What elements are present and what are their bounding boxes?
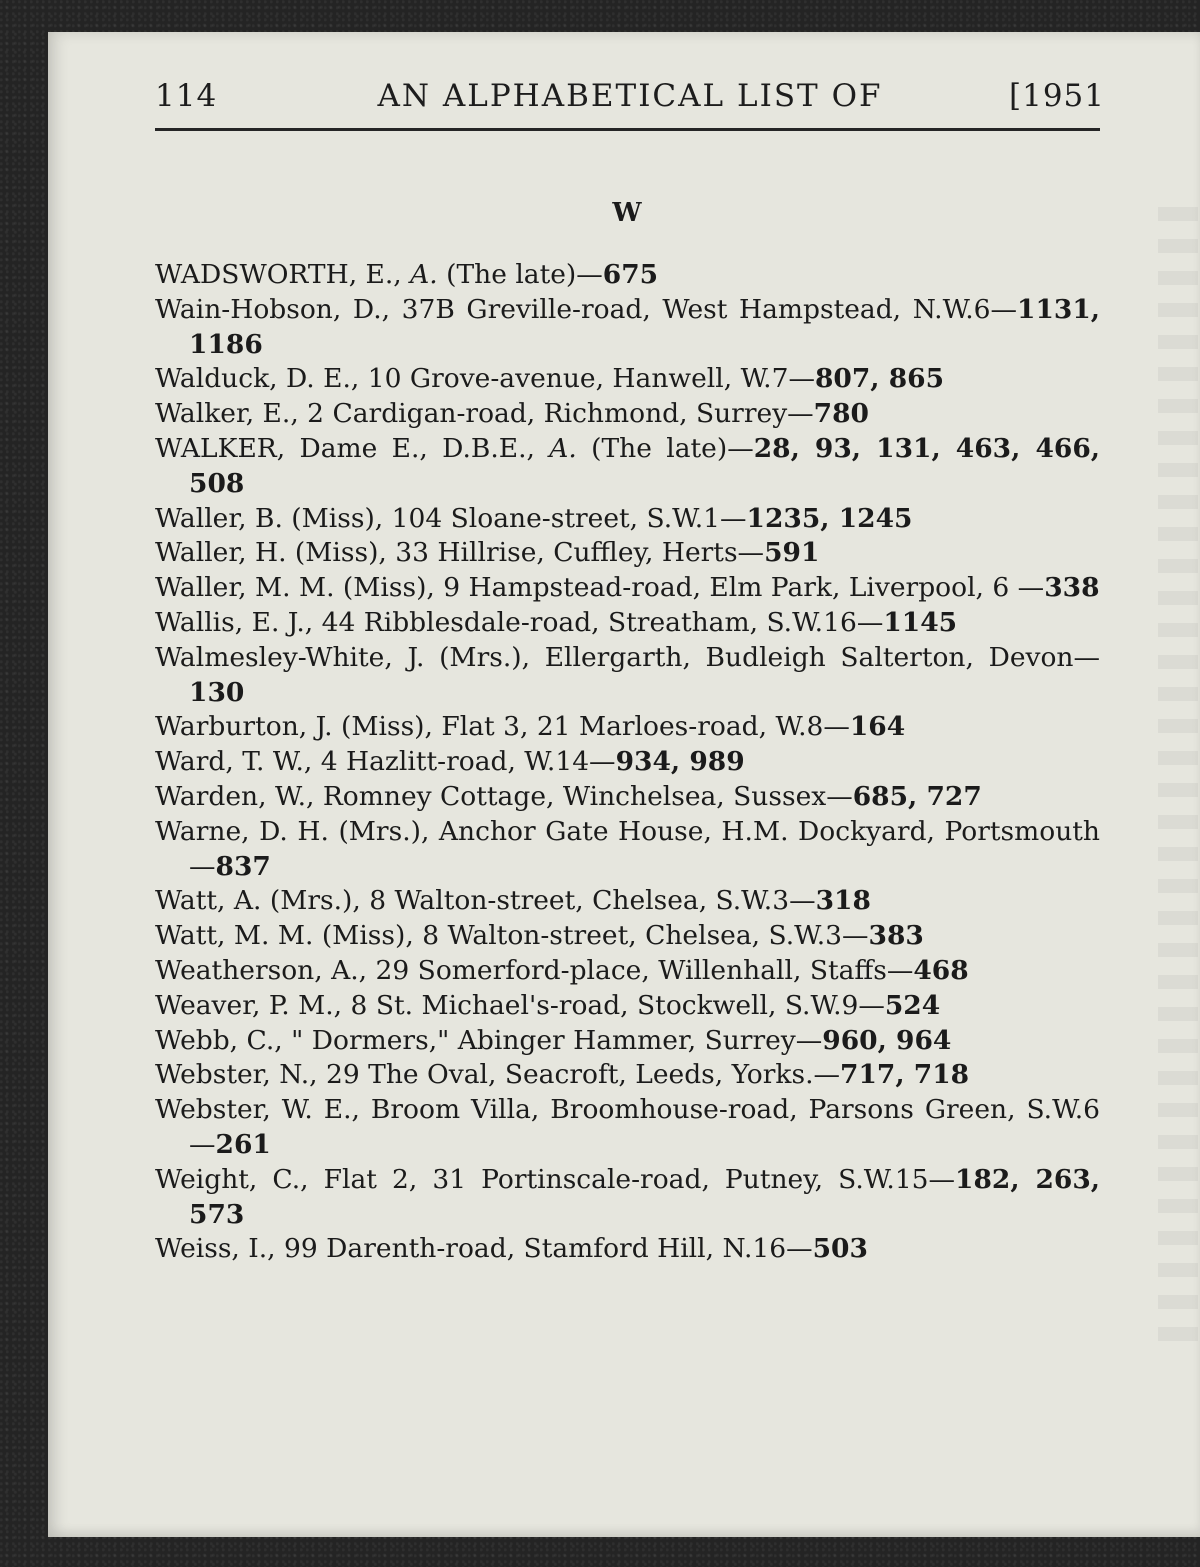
entry-name: Warne, D. H. (Mrs.), xyxy=(155,815,439,847)
list-item xyxy=(155,571,1100,606)
list-item xyxy=(155,1058,1100,1093)
entry-name: Webb, C., xyxy=(155,1024,292,1056)
entry-name: Weight, C., xyxy=(155,1163,324,1195)
entry-address: 4 Hazlitt-road, W.14— xyxy=(320,746,616,778)
entry-references: 338 xyxy=(1044,572,1100,604)
list-item xyxy=(155,536,1100,571)
show-through-text xyxy=(1158,207,1198,1357)
entry-address: 37B Greville-road, West Hampstead, N.W.6— xyxy=(401,293,1017,325)
list-item xyxy=(155,397,1100,432)
list-item xyxy=(155,815,1100,885)
entry-address: 29 Somerford-place, Willenhall, Staffs— xyxy=(375,954,914,986)
entry-references: 717, 718 xyxy=(840,1059,970,1091)
entry-name: Warburton, J. (Miss), xyxy=(155,711,442,743)
list-item xyxy=(155,919,1100,954)
list-item xyxy=(155,1163,1100,1233)
entry-address: Flat 3, 21 Marloes-road, W.8— xyxy=(441,711,850,743)
entry-references: 934, 989 xyxy=(615,746,745,778)
entry-name: Weatherson, A., xyxy=(155,954,376,986)
entry-references: 130 xyxy=(189,676,245,708)
entry-name: Wallis, E. J., xyxy=(155,606,322,638)
entry-name: Warden, W., xyxy=(155,780,323,812)
entry-references: 837 xyxy=(215,850,271,882)
entry-designation: A. xyxy=(549,432,577,464)
entry-name: Watt, A. (Mrs.), xyxy=(155,885,370,917)
list-item xyxy=(155,258,1100,293)
entry-address: 2 Cardigan-road, Richmond, Surrey— xyxy=(307,398,814,430)
entry-name: Watt, M. M. (Miss), xyxy=(155,920,423,952)
entry-references: 1131, 1186 xyxy=(189,293,1100,360)
entry-address: Romney Cottage, Winchelsea, Sussex— xyxy=(322,780,853,812)
running-head xyxy=(155,78,1105,118)
entry-address: 8 St. Michael's-road, Stockwell, S.W.9— xyxy=(350,989,885,1021)
list-item xyxy=(155,641,1100,711)
list-item xyxy=(155,606,1100,641)
entry-references: 503 xyxy=(812,1233,868,1265)
entry-references: 383 xyxy=(868,920,924,952)
list-item xyxy=(155,884,1100,919)
entry-references: 261 xyxy=(215,1128,271,1160)
list-item xyxy=(155,745,1100,780)
entry-name: Walmesley-White, J. (Mrs.), xyxy=(155,641,545,673)
entry-name: Webster, W. E., xyxy=(155,1094,371,1126)
entry-address: 104 Sloane-street, S.W.1— xyxy=(391,502,747,534)
section-letter: W xyxy=(612,198,643,228)
year-marker: [1951 xyxy=(1009,78,1105,114)
entry-references: 960, 964 xyxy=(822,1024,952,1056)
list-item xyxy=(155,954,1100,989)
entry-references: 28, 93, 131, 463, 466, 508 xyxy=(189,432,1100,499)
entry-name: Weaver, P. M., xyxy=(155,989,351,1021)
entry-references: 780 xyxy=(813,398,869,430)
entry-references: 685, 727 xyxy=(852,780,982,812)
header-rule xyxy=(155,128,1100,131)
entry-name: Walker, E., xyxy=(155,398,308,430)
entry-name: Ward, T. W., xyxy=(155,746,321,778)
page-title: AN ALPHABETICAL LIST OF xyxy=(377,78,883,114)
entry-list xyxy=(155,258,1100,1267)
entry-address: (The late)— xyxy=(437,259,603,290)
entry-address: 9 Hampstead-road, Elm Park, Liverpool, 6 — xyxy=(443,572,1045,604)
entry-references: 468 xyxy=(913,954,969,986)
list-item xyxy=(155,502,1100,537)
entry-name: WADSWORTH, E., xyxy=(155,259,411,290)
entry-address: Flat 2, 31 Portinscale-road, Putney, S.W.15— xyxy=(323,1163,956,1195)
entry-name: Walduck, D. E., xyxy=(155,363,368,395)
entry-address: Anchor Gate House, H.M. Dockyard, Portsmouth— xyxy=(189,815,1100,882)
page-number: 114 xyxy=(155,78,218,114)
entry-name: Waller, M. M. (Miss), xyxy=(155,572,444,604)
entry-references: 675 xyxy=(602,259,659,290)
entry-name: Weiss, I., xyxy=(155,1233,285,1265)
entry-address: 8 Walton-street, Chelsea, S.W.3— xyxy=(422,920,869,952)
entry-address: 8 Walton-street, Chelsea, S.W.3— xyxy=(369,885,816,917)
list-item xyxy=(155,362,1100,397)
entry-references: 318 xyxy=(815,885,871,917)
list-item xyxy=(155,1232,1100,1267)
entry-references: 1235, 1245 xyxy=(746,502,913,534)
list-item xyxy=(155,293,1100,363)
entry-references: 1145 xyxy=(883,606,958,638)
entry-references: 524 xyxy=(884,989,941,1021)
entry-references: 164 xyxy=(849,711,906,743)
entry-references: 182, 263, 573 xyxy=(189,1163,1100,1230)
entry-name: Waller, B. (Miss), xyxy=(155,502,392,534)
entry-references: 807, 865 xyxy=(814,363,945,395)
entry-address: 29 The Oval, Seacroft, Leeds, Yorks.— xyxy=(326,1059,841,1091)
entry-address: " Dormers," Abinger Hammer, Surrey— xyxy=(291,1024,823,1056)
list-item xyxy=(155,432,1100,502)
list-item xyxy=(155,710,1100,745)
entry-address: (The late)— xyxy=(576,432,754,464)
entry-name: Wain-Hobson, D., xyxy=(155,293,402,325)
entry-name: WALKER, Dame E., D.B.E., xyxy=(155,432,550,464)
list-item xyxy=(155,1024,1100,1059)
entry-references: 591 xyxy=(764,537,820,569)
entry-address: 44 Ribblesdale-road, Streatham, S.W.16— xyxy=(321,606,884,638)
list-item xyxy=(155,1093,1100,1163)
entry-address: Ellergarth, Budleigh Salterton, Devon— xyxy=(544,641,1100,673)
entry-address: 99 Darenth-road, Stamford Hill, N.16— xyxy=(284,1233,813,1265)
entry-address: 33 Hillrise, Cuffley, Herts— xyxy=(395,537,765,569)
entry-address: 10 Grove-avenue, Hanwell, W.7— xyxy=(367,363,815,395)
list-item xyxy=(155,989,1100,1024)
entry-name: Webster, N., xyxy=(155,1059,327,1091)
entry-name: Waller, H. (Miss), xyxy=(155,537,396,569)
entry-designation: A. xyxy=(410,259,438,290)
entry-address: Broom Villa, Broomhouse-road, Parsons Green, S.W.6— xyxy=(189,1094,1100,1160)
list-item xyxy=(155,780,1100,815)
